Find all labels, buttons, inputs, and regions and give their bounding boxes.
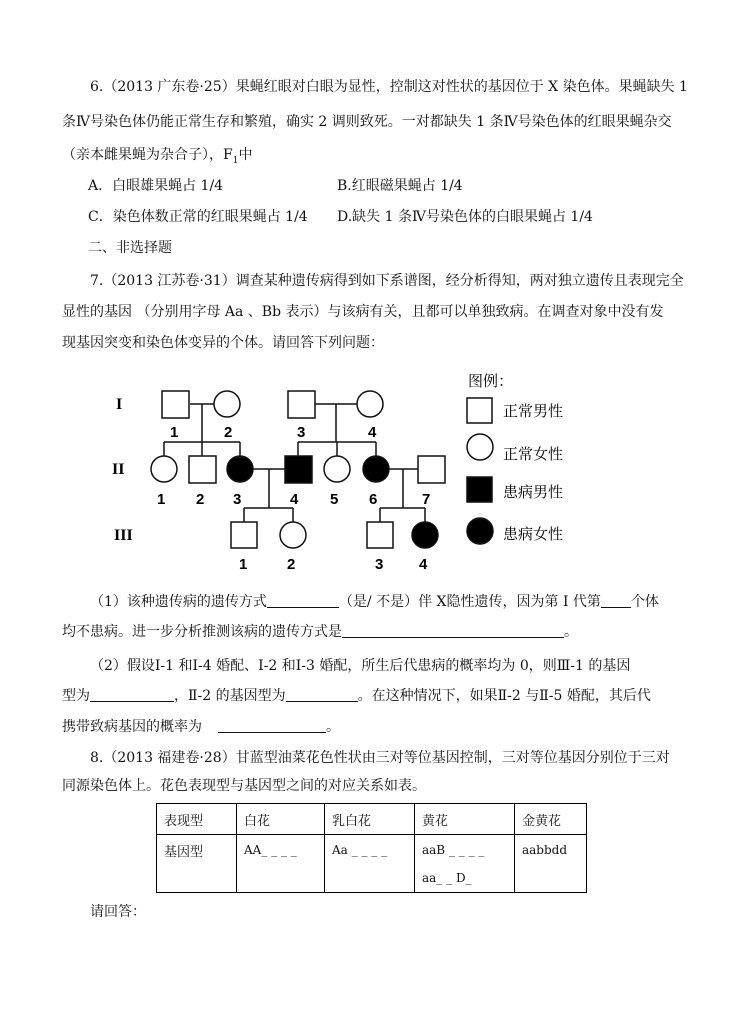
q6-line-3-sub: 1 bbox=[232, 155, 239, 166]
table-header-row bbox=[157, 804, 587, 835]
legend-affected-male-icon bbox=[467, 477, 492, 502]
num-III-2: 2 bbox=[287, 556, 296, 573]
pedigree-II-5-normal-female bbox=[324, 456, 350, 482]
table-cell: Aa _ _ _ _ bbox=[325, 835, 415, 893]
table-header-cell: 白花 bbox=[237, 804, 325, 835]
table-cell: aabbdd bbox=[515, 835, 587, 893]
table-row bbox=[157, 835, 587, 893]
pedigree-II-3-affected-female bbox=[227, 456, 253, 482]
answer-blank-2[interactable] bbox=[601, 593, 631, 608]
legend-affected-female-icon bbox=[467, 518, 493, 544]
gen-label-3: III bbox=[114, 527, 133, 544]
q6-option-c: C．染色体数正常的红眼果蝇占 1/4 bbox=[88, 209, 308, 225]
q7-sub1-a: （1）该种遗传病的遗传方式 bbox=[90, 594, 267, 610]
answer-blank-5[interactable] bbox=[286, 687, 358, 702]
num-III-3: 3 bbox=[375, 556, 384, 573]
pedigree-II-1-normal-female bbox=[151, 456, 177, 482]
answer-blank-6[interactable] bbox=[218, 718, 326, 733]
num-III-4: 4 bbox=[419, 556, 428, 573]
table-cell: AA_ _ _ _ bbox=[237, 835, 325, 893]
answer-blank-4[interactable] bbox=[90, 687, 174, 702]
q7-sub1-b: （是/ 不是）伴 X隐性遗传，因为第 I 代第 bbox=[338, 594, 601, 610]
q6-line-3-post: 中 bbox=[238, 147, 253, 163]
q7-line-2: 显性的基因 （分别用字母 Aa 、Bb 表示）与该病有关，且都可以单独致病。在调查对象中没有发 bbox=[62, 304, 664, 320]
num-II-3: 3 bbox=[233, 491, 242, 508]
num-I-1: 1 bbox=[170, 424, 179, 441]
pedigree-II-4-affected-male bbox=[285, 456, 312, 483]
pedigree-III-3-normal-male bbox=[367, 522, 393, 548]
num-I-4: 4 bbox=[368, 424, 377, 441]
q6-option-a: A．白眼雄果蝇占 1/4 bbox=[88, 178, 224, 194]
num-II-1: 1 bbox=[157, 491, 166, 508]
legend-normal-female-icon bbox=[467, 434, 493, 460]
q6-line-1: 6.（2013 广东卷·25）果蝇红眼对白眼为显性，控制这对性状的基因位于 X 染色体。果蝇缺失 1 bbox=[90, 79, 688, 95]
q7-sub2-line-1: （2）假设Ⅰ-1 和Ⅰ-4 婚配、Ⅰ-2 和Ⅰ-3 婚配，所生后代患病的概率均为 0，则Ⅲ-1 的基因 bbox=[90, 658, 631, 674]
pedigree-II-2-normal-male bbox=[189, 456, 216, 483]
section-heading: 二、非选择题 bbox=[88, 240, 172, 256]
pedigree-I-4-normal-female bbox=[357, 391, 383, 417]
q7-sub2-line-2 bbox=[62, 685, 651, 705]
q7-sub1-line-2 bbox=[62, 621, 578, 641]
legend-title: 图例： bbox=[468, 372, 514, 390]
num-III-1: 1 bbox=[239, 556, 248, 573]
pedigree-I-3-normal-male bbox=[288, 391, 315, 418]
legend-normal-male-icon bbox=[467, 398, 492, 423]
pedigree-I-1-normal-male bbox=[162, 391, 189, 418]
q7-sub1-line-1 bbox=[90, 591, 659, 611]
q7-sub1-e: 。 bbox=[564, 624, 578, 640]
q7-line-1: 7.（2013 江苏卷·31）调查某种遗传病得到如下系谱图，经分析得知，两对独立遗传且表现完全 bbox=[90, 273, 684, 289]
q6-line-3-pre: （亲本雌果蝇为杂合子），F bbox=[62, 147, 233, 163]
table-header-cell: 金黄花 bbox=[515, 804, 587, 835]
q7-sub2-e: 携带致病基因的概率为 bbox=[62, 719, 202, 735]
pedigree-II-6-affected-female bbox=[363, 456, 389, 482]
gen-label-1: I bbox=[116, 396, 123, 413]
q7-sub1-d: 均不患病。进一步分析推测该病的遗传方式是 bbox=[62, 624, 342, 640]
num-II-7: 7 bbox=[422, 491, 431, 508]
legend-normal-female-label: 正常女性 bbox=[503, 445, 564, 463]
num-I-2: 2 bbox=[224, 424, 233, 441]
q7-line-3: 现基因突变和染色体变异的个体。请回答下列问题： bbox=[62, 335, 384, 351]
pedigree-III-1-normal-male bbox=[231, 522, 257, 548]
answer-blank-3[interactable] bbox=[342, 623, 564, 638]
q7-sub2-line-3 bbox=[62, 716, 340, 736]
legend-affected-female-label: 患病女性 bbox=[503, 525, 564, 543]
num-II-2: 2 bbox=[196, 491, 205, 508]
pedigree-III-4-affected-female bbox=[412, 522, 438, 548]
q6-line-2: 条Ⅳ号染色体仍能正常生存和繁殖，确实 2 调则致死。一对都缺失 1 条Ⅳ号染色体的红眼果蝇杂交 bbox=[62, 114, 672, 130]
table-row-label: 基因型 bbox=[157, 835, 237, 893]
q7-sub1-c: 个体 bbox=[630, 594, 659, 610]
q8-line-1: 8.（2013 福建卷·28）甘蓝型油菜花色性状由三对等位基因控制，三对等位基因分别位于三对 bbox=[90, 750, 670, 766]
legend-affected-male-label: 患病男性 bbox=[503, 483, 564, 501]
num-II-4: 4 bbox=[290, 491, 299, 508]
legend-normal-male-label: 正常男性 bbox=[503, 402, 564, 420]
q6-option-b: B.红眼磁果蝇占 1/4 bbox=[337, 178, 463, 194]
table-header-cell: 黄花 bbox=[415, 804, 515, 835]
table-header-cell: 表现型 bbox=[157, 804, 237, 835]
answer-blank-1[interactable] bbox=[267, 593, 339, 608]
table-header-cell: 乳白花 bbox=[325, 804, 415, 835]
table-cell-line: aaB _ _ _ _ bbox=[422, 843, 485, 857]
table-cell bbox=[415, 835, 515, 893]
q7-sub2-b: 型为 bbox=[62, 688, 90, 704]
q6-option-d: D.缺失 1 条Ⅳ号染色体的白眼果蝇占 1/4 bbox=[337, 209, 593, 225]
q7-sub2-f: 。 bbox=[326, 719, 340, 735]
pedigree-II-7-normal-male bbox=[418, 456, 445, 483]
num-II-6: 6 bbox=[369, 491, 378, 508]
gen-label-2: II bbox=[112, 461, 125, 478]
flower-color-table bbox=[156, 803, 587, 893]
q8-line-2: 同源染色体上。花色表现型与基因型之间的对应关系如表。 bbox=[62, 778, 426, 794]
num-II-5: 5 bbox=[330, 491, 339, 508]
q7-sub2-c: ，Ⅱ-2 的基因型为 bbox=[174, 688, 286, 704]
pedigree-III-2-normal-female bbox=[280, 522, 306, 548]
q8-answer-prompt: 请回答： bbox=[90, 904, 146, 920]
table-cell-line: aa_ _ D_ bbox=[422, 871, 472, 885]
pedigree-I-2-normal-female bbox=[214, 391, 240, 417]
q7-sub2-d: 。在这种情况下，如果Ⅱ-2 与Ⅱ-5 婚配，其后代 bbox=[357, 688, 651, 704]
num-I-3: 3 bbox=[297, 424, 306, 441]
